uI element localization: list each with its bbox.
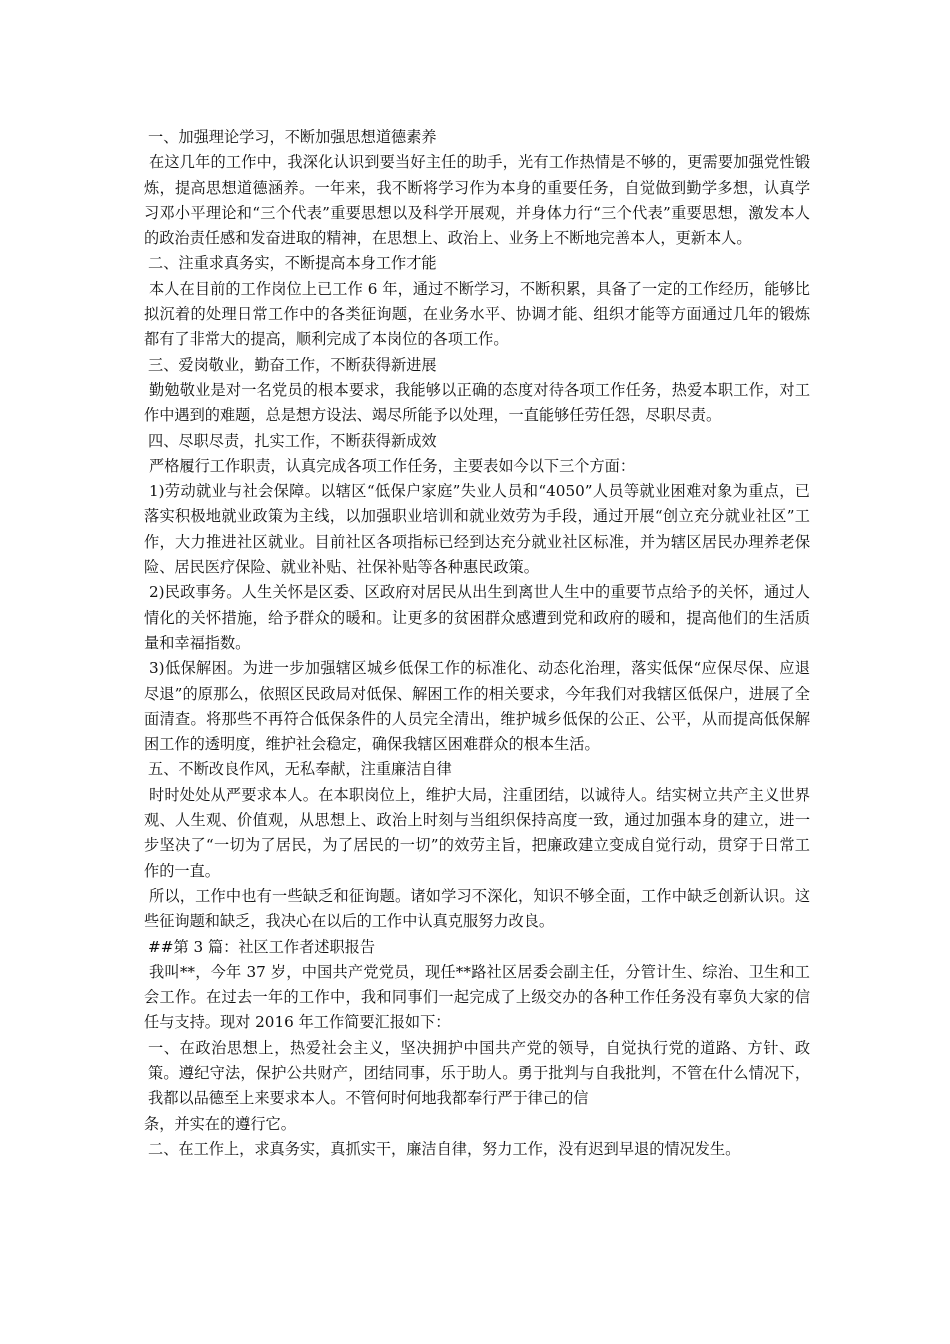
- paragraph: 勤勉敬业是对一名党员的根本要求，我能够以正确的态度对待各项工作任务，热爱本职工作，对工作中遇到的难题，总是想方设法、竭尽所能予以处理，一直能够任劳任怨，尽职尽责。: [144, 380, 810, 425]
- paragraph-continuation: 条，并实在的遵行它。: [144, 1114, 296, 1133]
- section-heading: 二、注重求真务实，不断提高本身工作才能: [148, 254, 437, 273]
- list-item: 2)民政事务。人生关怀是区委、区政府对居民从出生到离世人生中的重要节点给予的关怀，通过人情化的关怀措施，给予群众的暖和。让更多的贫困群众感遭到党和政府的暖和，提高他们的生活质量和幸福指数。: [144, 583, 810, 652]
- paragraph: 我叫**，今年 37 岁，中国共产党党员，现任**路社区居委会副主任，分管计生、综治、卫生和工会工作。在过去一年的工作中，我和同事们一起完成了上级交办的各种工作任务没有辜负大家的信任与支持。现对 2016 年工作简要汇报如下：: [144, 962, 810, 1032]
- section-heading: 三、爱岗敬业，勤奋工作，不断获得新进展: [148, 355, 437, 374]
- paragraph: 二、在工作上，求真务实，真抓实干，廉洁自律，努力工作，没有迟到早退的情况发生。: [148, 1139, 741, 1158]
- list-item: 3)低保解困。为进一步加强辖区城乡低保工作的标准化、动态化治理，落实低保“应保尽保、应退尽退”的原那么，依照区民政局对低保、解困工作的相关要求，今年我们对我辖区低保户，进展了全面清查。将那些不再符合低保条件的人员完全清出，维护城乡低保的公正、公平，从而提高低保解困工作的透明度，维护社会稳定，确保我辖区困难群众的根本生活。: [144, 659, 810, 754]
- section-heading: 一、加强理论学习，不断加强思想道德素养: [148, 128, 437, 146]
- article-title: ##第 3 篇：社区工作者述职报告: [148, 937, 376, 956]
- section-heading: 四、尽职尽责，扎实工作，不断获得新成效: [148, 431, 437, 450]
- paragraph: 在这几年的工作中，我深化认识到要当好主任的助手，光有工作热情是不够的，更需要加强党性锻炼，提高思想道德涵养。一年来，我不断将学习作为本身的重要任务，自觉做到勤学多想，认真学习邓小平理论和“三个代表”重要思想以及科学开展观，并身体力行“三个代表”重要思想，激发本人的政治责任感和发奋进取的精神，在思想上、政治上、业务上不断地完善本人，更新本人。: [144, 153, 810, 248]
- list-item: 1)劳动就业与社会保障。以辖区“低保户家庭”失业人员和“4050”人员等就业困难对象为重点，已落实积极地就业政策为主线，以加强职业培训和就业效劳为手段，通过开展“创立充分就业社区”工作，大力推进社区就业。目前社区各项指标已经到达充分就业社区标准，并为辖区居民办理养老保险、居民医疗保险、就业补贴、社保补贴等各种惠民政策。: [144, 482, 810, 577]
- document-body: [144, 125, 810, 1162]
- section-heading: 五、不断改良作风，无私奉献，注重廉洁自律: [148, 760, 452, 779]
- paragraph: 严格履行工作职责，认真完成各项工作任务，主要表如今以下三个方面：: [149, 456, 635, 475]
- paragraph: 一、在政治思想上，热爱社会主义，坚决拥护中国共产党的领导，自觉执行党的道路、方针、政策。遵纪守法，保护公共财产，团结同事，乐于助人。勇于批判与自我批判，不管在什么情况下，我都以品德至上来要求本人。不管何时何地我都奉行严于律己的信: [148, 1038, 810, 1108]
- paragraph: 本人在目前的工作岗位上已工作 6 年，通过不断学习，不断积累，具备了一定的工作经历，能够比拟沉着的处理日常工作中的各类征询题，在业务水平、协调才能、组织才能等方面通过几年的锻炼都有了非常大的提高，顺利完成了本岗位的各项工作。: [144, 279, 810, 349]
- paragraph: 时时处处从严要求本人。在本职岗位上，维护大局，注重团结，以诚待人。结实树立共产主义世界观、人生观、价值观，从思想上、政治上时刻与当组织保持高度一致，通过加强本身的建立，进一步坚决了“一切为了居民，为了居民的一切”的效劳主旨，把廉政建立变成自觉行动，贯穿于日常工作的一直。: [144, 785, 810, 880]
- paragraph: 所以，工作中也有一些缺乏和征询题。诸如学习不深化，知识不够全面，工作中缺乏创新认识。这些征询题和缺乏，我决心在以后的工作中认真克服努力改良。: [144, 886, 810, 931]
